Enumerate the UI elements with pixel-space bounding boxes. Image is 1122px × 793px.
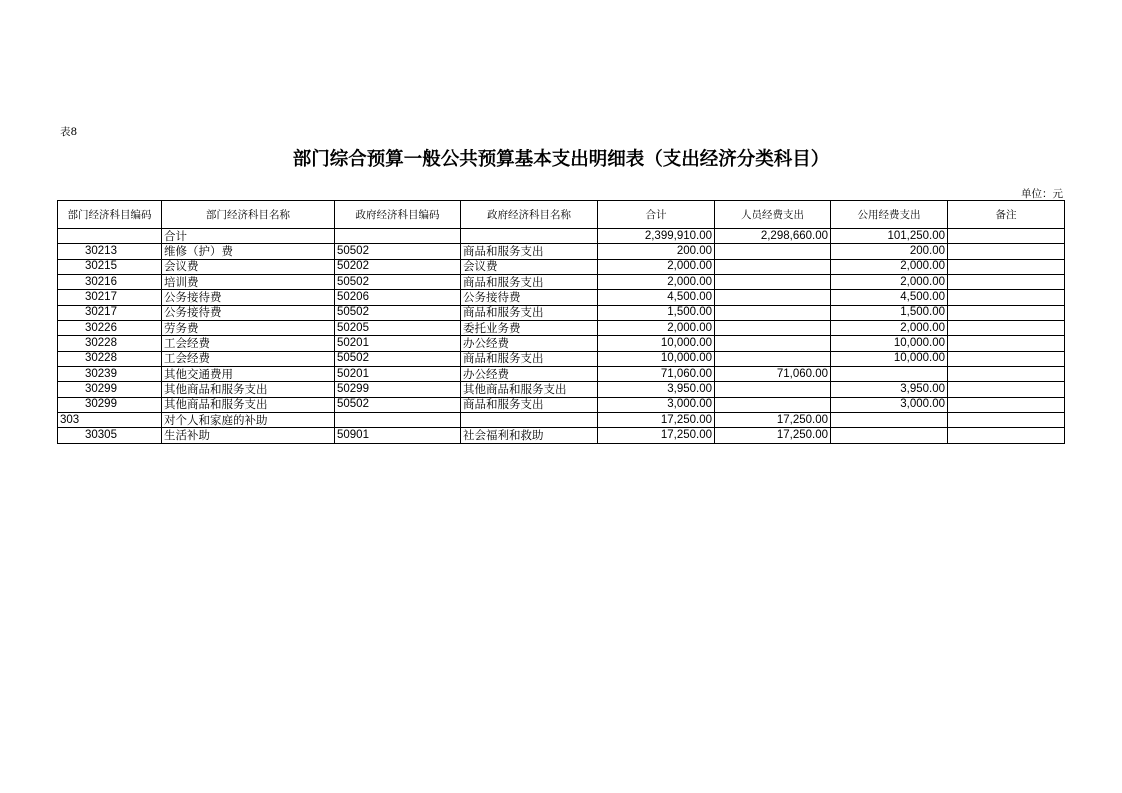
cell-gov-code: 50205 [335,321,461,336]
table-row [58,244,1065,259]
cell-public [831,428,948,443]
cell-gov-name: 社会福利和救助 [461,428,598,443]
cell-remark [948,275,1065,290]
cell-personnel: 17,250.00 [715,413,831,428]
table-number: 表8 [60,126,78,138]
table-row [58,367,1065,382]
table-row [58,382,1065,397]
cell-gov-code: 50502 [335,305,461,320]
cell-dept-code: 30305 [58,428,162,443]
cell-total: 10,000.00 [598,336,715,351]
cell-dept-name: 对个人和家庭的补助 [162,413,335,428]
cell-dept-name: 劳务费 [162,321,335,336]
cell-gov-name [461,229,598,244]
cell-personnel [715,336,831,351]
cell-remark [948,321,1065,336]
cell-total: 200.00 [598,244,715,259]
cell-personnel: 71,060.00 [715,367,831,382]
cell-dept-name: 会议费 [162,259,335,274]
cell-public: 10,000.00 [831,336,948,351]
cell-gov-name: 商品和服务支出 [461,397,598,412]
cell-gov-name: 办公经费 [461,367,598,382]
header-public: 公用经费支出 [831,201,948,229]
cell-dept-code: 30228 [58,336,162,351]
header-gov-name: 政府经济科目名称 [461,201,598,229]
cell-gov-name: 其他商品和服务支出 [461,382,598,397]
cell-public: 10,000.00 [831,351,948,366]
cell-gov-name: 商品和服务支出 [461,275,598,290]
header-gov-code: 政府经济科目编码 [335,201,461,229]
cell-public: 2,000.00 [831,259,948,274]
cell-public: 200.00 [831,244,948,259]
cell-remark [948,336,1065,351]
cell-personnel [715,244,831,259]
cell-total: 4,500.00 [598,290,715,305]
cell-gov-code: 50201 [335,367,461,382]
cell-public: 3,950.00 [831,382,948,397]
cell-public: 101,250.00 [831,229,948,244]
header-dept-name: 部门经济科目名称 [162,201,335,229]
cell-gov-code: 50502 [335,275,461,290]
cell-gov-name: 商品和服务支出 [461,351,598,366]
cell-dept-name: 其他商品和服务支出 [162,382,335,397]
cell-gov-name: 商品和服务支出 [461,305,598,320]
cell-public [831,413,948,428]
cell-personnel: 2,298,660.00 [715,229,831,244]
cell-dept-code: 303 [58,413,162,428]
cell-personnel [715,275,831,290]
cell-dept-code: 30239 [58,367,162,382]
cell-total: 3,000.00 [598,397,715,412]
cell-public: 1,500.00 [831,305,948,320]
cell-gov-code: 50206 [335,290,461,305]
table-header [58,201,1065,229]
table-row [58,413,1065,428]
cell-dept-code: 30215 [58,259,162,274]
cell-dept-name: 合计 [162,229,335,244]
cell-total: 1,500.00 [598,305,715,320]
cell-gov-name: 会议费 [461,259,598,274]
cell-dept-name: 其他交通费用 [162,367,335,382]
table-row [58,428,1065,443]
cell-public: 2,000.00 [831,321,948,336]
cell-dept-name: 公务接待费 [162,290,335,305]
cell-remark [948,428,1065,443]
cell-remark [948,413,1065,428]
cell-total: 3,950.00 [598,382,715,397]
cell-personnel [715,290,831,305]
cell-gov-code: 50202 [335,259,461,274]
cell-total: 17,250.00 [598,428,715,443]
cell-dept-name: 培训费 [162,275,335,290]
cell-dept-name: 其他商品和服务支出 [162,397,335,412]
cell-dept-code: 30299 [58,397,162,412]
total-row [58,229,1065,244]
cell-total: 2,000.00 [598,275,715,290]
table-body [58,229,1065,444]
cell-dept-code: 30217 [58,305,162,320]
cell-dept-name: 生活补助 [162,428,335,443]
table-row [58,305,1065,320]
cell-dept-code: 30299 [58,382,162,397]
cell-total: 71,060.00 [598,367,715,382]
cell-remark [948,367,1065,382]
header-remark: 备注 [948,201,1065,229]
table-row [58,321,1065,336]
cell-public [831,367,948,382]
cell-gov-code: 50299 [335,382,461,397]
cell-gov-code: 50901 [335,428,461,443]
cell-dept-name: 工会经费 [162,351,335,366]
cell-personnel: 17,250.00 [715,428,831,443]
header-dept-code: 部门经济科目编码 [58,201,162,229]
cell-dept-name: 公务接待费 [162,305,335,320]
cell-personnel [715,305,831,320]
cell-remark [948,382,1065,397]
cell-gov-code: 50502 [335,351,461,366]
cell-remark [948,259,1065,274]
cell-total: 2,399,910.00 [598,229,715,244]
cell-personnel [715,321,831,336]
cell-public: 2,000.00 [831,275,948,290]
cell-public: 4,500.00 [831,290,948,305]
cell-remark [948,397,1065,412]
cell-total: 10,000.00 [598,351,715,366]
cell-gov-name: 公务接待费 [461,290,598,305]
cell-personnel [715,397,831,412]
header-personnel: 人员经费支出 [715,201,831,229]
cell-personnel [715,259,831,274]
cell-dept-code: 30226 [58,321,162,336]
cell-gov-name: 商品和服务支出 [461,244,598,259]
cell-dept-code [58,229,162,244]
budget-table [57,200,1065,444]
cell-dept-name: 工会经费 [162,336,335,351]
cell-total: 2,000.00 [598,259,715,274]
cell-remark [948,229,1065,244]
cell-remark [948,351,1065,366]
table-row [58,397,1065,412]
cell-total: 2,000.00 [598,321,715,336]
cell-public: 3,000.00 [831,397,948,412]
header-total: 合计 [598,201,715,229]
cell-remark [948,244,1065,259]
table-row [58,290,1065,305]
cell-gov-name: 办公经费 [461,336,598,351]
cell-remark [948,305,1065,320]
cell-gov-code [335,229,461,244]
cell-dept-code: 30228 [58,351,162,366]
header-row [58,201,1065,229]
page-title: 部门综合预算一般公共预算基本支出明细表（支出经济分类科目） [292,149,830,170]
cell-gov-code: 50201 [335,336,461,351]
cell-dept-code: 30216 [58,275,162,290]
cell-dept-code: 30217 [58,290,162,305]
cell-personnel [715,351,831,366]
table-row [58,336,1065,351]
cell-gov-name: 委托业务费 [461,321,598,336]
table-row [58,275,1065,290]
cell-total: 17,250.00 [598,413,715,428]
cell-remark [948,290,1065,305]
table-row [58,351,1065,366]
cell-dept-name: 维修（护）费 [162,244,335,259]
cell-gov-name [461,413,598,428]
cell-personnel [715,382,831,397]
table-row [58,259,1065,274]
cell-gov-code [335,413,461,428]
unit-label: 单位：元 [1021,188,1063,200]
cell-gov-code: 50502 [335,397,461,412]
cell-gov-code: 50502 [335,244,461,259]
cell-dept-code: 30213 [58,244,162,259]
